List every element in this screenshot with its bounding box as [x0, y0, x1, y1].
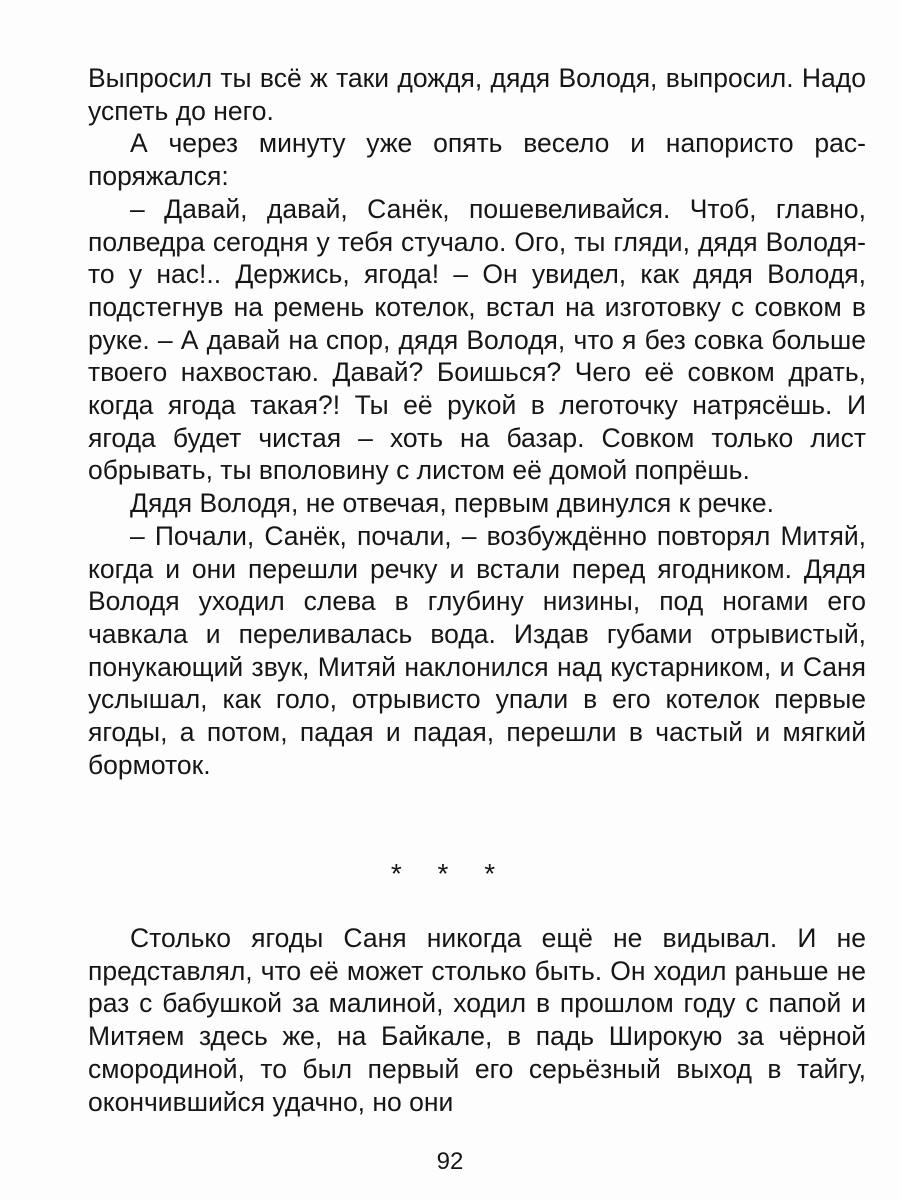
- paragraph-5: – Почали, Санёк, почали, – возбуждённо повторял Митяй, когда и они перешли речку и встали перед ягодником. Дядя Володя уходил слева в глубину низины, под ногами его чавкала и переливалась вода. Издав губами отрывистый, понукающий звук, Митяй наклонился над кустарником, и Саня услышал, как голо, отрывисто упали в его котелок первые ягоды, а потом, падая и падая, перешли в частый и мягкий бормоток.: [88, 520, 866, 780]
- paragraph-1: Выпросил ты всё ж таки дождя, дядя Володя, выпросил. Надо успеть до него.: [88, 63, 866, 126]
- text-section-2: [88, 922, 866, 1118]
- paragraph-3: – Давай, давай, Санёк, пошевеливайся. Чтоб, главно, полведра сегодня у тебя стучало. Ого, ты гляди, дядя Володя-то у нас!.. Держись, ягода! – Он увидел, как дядя Володя, подстегнув на ремень котелок, встал на изготовку с совком в руке. – А давай на спор, дядя Володя, что я без совка больше твоего нахвостаю. Давай? Боишься? Чего её совком драть, когда ягода такая?! Ты её рукой в леготочку натрясёшь. И ягода будет чистая – хоть на базар. Совком только лист обрывать, ты вполовину с листом её домой попрёшь.: [88, 193, 866, 486]
- text-section-1: [88, 62, 866, 781]
- paragraph-4: Дядя Володя, не отвечая, первым двинулся к речке.: [130, 488, 774, 519]
- page-number: 92: [436, 1148, 464, 1175]
- paragraph-2: А через минуту уже опять весело и напористо распоряжался:: [88, 128, 866, 192]
- section-separator: * * *: [390, 858, 510, 889]
- paragraph-6: Столько ягоды Саня никогда ещё не видывал. И не представлял, что её может столько быть. Он ходил раньше не раз с бабушкой за малиной, ходил в прошлом году с папой и Митяем здесь же, на Байкале, в падь Широкую за чёрной смородиной, то был первый его серьёзный выход в тайгу, окончившийся удачно, но они: [88, 923, 866, 1117]
